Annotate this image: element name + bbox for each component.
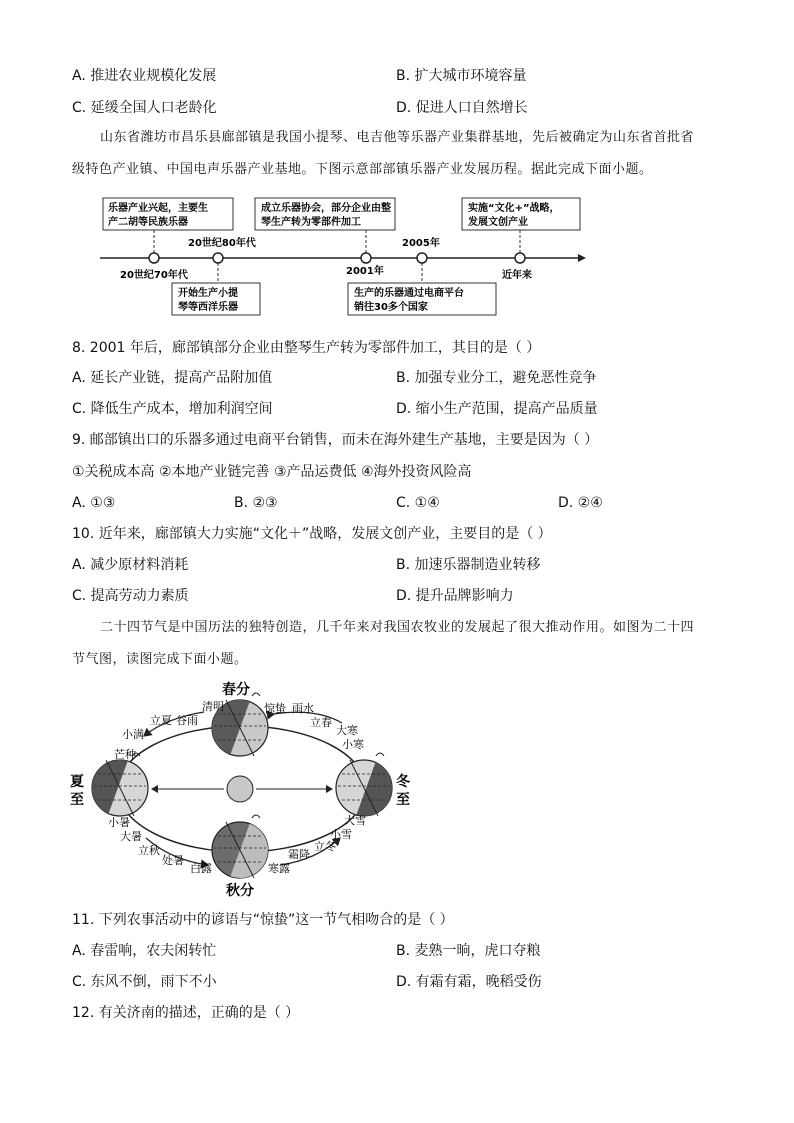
timeline-box-1-line-2: 产二胡等民族乐器 bbox=[108, 217, 188, 228]
question-11-option-d: D. 有霜有霜，晚稻受伤 bbox=[396, 974, 542, 990]
question-8-option-b: B. 加强专业分工，避免恶性竞争 bbox=[396, 370, 597, 386]
timeline-box-1-line-1: 乐器产业兴起，主要生 bbox=[108, 203, 208, 214]
rotation-arrow-autumn bbox=[252, 815, 260, 818]
term-daxue: 大雪 bbox=[344, 814, 366, 827]
term-liqiu: 立秋 bbox=[138, 844, 160, 857]
earth-autumn-equinox bbox=[212, 822, 276, 886]
term-shuangjiang: 霜降 bbox=[288, 848, 310, 861]
timeline-label-1980s: 20世纪80年代 bbox=[188, 238, 256, 249]
prev-option-d: D. 促进人口自然增长 bbox=[396, 100, 528, 116]
timeline-box-5-line-1: 生产的乐器通过电商平台 bbox=[354, 288, 464, 299]
term-chushu: 处暑 bbox=[162, 854, 184, 867]
question-10-stem: 10. 近年来，廊部镇大力实施“文化＋”战略，发展文创产业，主要目的是（ ） bbox=[72, 526, 552, 542]
timeline-node-1970s bbox=[149, 253, 159, 263]
timeline-box-4-line-1: 开始生产小提 bbox=[178, 288, 238, 299]
industry-timeline-figure bbox=[90, 190, 590, 320]
prev-option-b: B. 扩大城市环境容量 bbox=[396, 68, 527, 84]
term-dongzhi-2: 至 bbox=[396, 792, 410, 808]
question-10-option-d: D. 提升品牌影响力 bbox=[396, 588, 514, 604]
term-xiaoman: 小满 bbox=[122, 728, 144, 741]
prev-option-c: C. 延缓全国人口老龄化 bbox=[72, 100, 217, 116]
timeline-label-1970s: 20世纪70年代 bbox=[120, 270, 188, 281]
question-11-stem: 11. 下列农事活动中的谚语与“惊蛰”这一节气相吻合的是（ ） bbox=[72, 912, 454, 928]
question-9-stem: 9. 邮部镇出口的乐器多通过电商平台销售，而未在海外建生产基地，主要是因为（ ） bbox=[72, 432, 599, 448]
question-8-option-d: D. 缩小生产范围，提高产品质量 bbox=[396, 401, 598, 417]
timeline-label-2005: 2005年 bbox=[402, 238, 440, 249]
term-xiaoxue: 小雪 bbox=[330, 828, 352, 841]
question-9-option-b: B. ②③ bbox=[234, 495, 278, 511]
term-qingming: 清明 bbox=[202, 700, 224, 713]
question-9-option-d: D. ②④ bbox=[558, 495, 603, 511]
term-xiazhi-2: 至 bbox=[70, 792, 84, 808]
question-11-option-a: A. 春雷响，农夫闲转忙 bbox=[72, 943, 217, 959]
timeline-box-5-line-2: 销往30多个国家 bbox=[354, 302, 428, 313]
question-12-stem: 12. 有关济南的描述，正确的是（ ） bbox=[72, 1005, 300, 1021]
earth-summer-solstice bbox=[84, 752, 148, 816]
question-8-option-a: A. 延长产业链，提高产品附加值 bbox=[72, 370, 273, 386]
timeline-node-1980s bbox=[213, 253, 223, 263]
timeline-box-3-line-1: 实施“文化+”战略， bbox=[468, 203, 560, 214]
question-8-option-c: C. 降低生产成本，增加利润空间 bbox=[72, 401, 273, 417]
question-11-option-c: C. 东风不倒，雨下不小 bbox=[72, 974, 217, 990]
timeline-box-4-line-2: 琴等西洋乐器 bbox=[178, 302, 238, 313]
solar-terms-diagram bbox=[66, 678, 426, 900]
term-lixia: 立夏 bbox=[150, 714, 172, 727]
timeline-box-2-line-1: 成立乐器协会，部分企业由整 bbox=[261, 203, 391, 214]
term-dahan: 大寒 bbox=[336, 724, 358, 737]
term-chunfen: 春分 bbox=[222, 682, 250, 698]
sun bbox=[227, 776, 253, 802]
timeline-node-recent bbox=[515, 253, 525, 263]
prev-option-a: A. 推进农业规模化发展 bbox=[72, 68, 217, 84]
passage-2-line-2: 节气图，读图完成下面小题。 bbox=[72, 652, 248, 667]
term-bailu: 白露 bbox=[190, 862, 212, 875]
timeline-label-2001: 2001年 bbox=[346, 266, 384, 277]
rotation-arrow-spring bbox=[252, 693, 260, 696]
term-dongzhi-1: 冬 bbox=[396, 774, 410, 790]
term-xiazhi-1: 夏 bbox=[70, 774, 84, 790]
term-yushui: 雨水 bbox=[292, 702, 314, 715]
term-xiaohan: 小寒 bbox=[342, 738, 364, 751]
timeline-node-2001 bbox=[361, 253, 371, 263]
rotation-arrow-winter bbox=[376, 753, 384, 756]
term-mangzhong: 芒种 bbox=[114, 748, 136, 761]
passage-2-line-1: 二十四节气是中国历法的独特创造，几千年来对我国农牧业的发展起了很大推动作用。如图为二十四 bbox=[100, 620, 695, 635]
question-10-option-b: B. 加速乐器制造业转移 bbox=[396, 557, 541, 573]
term-qiufen: 秋分 bbox=[226, 883, 254, 899]
question-9-option-a: A. ①③ bbox=[72, 495, 116, 511]
timeline-box-2-line-2: 琴生产转为零部件加工 bbox=[261, 217, 361, 228]
question-10-option-c: C. 提高劳动力素质 bbox=[72, 588, 189, 604]
term-hanlu: 寒露 bbox=[268, 862, 290, 875]
term-lidong: 立冬 bbox=[314, 840, 336, 853]
timeline-box-3-line-2: 发展文创产业 bbox=[468, 217, 528, 228]
question-9-option-c: C. ①④ bbox=[396, 495, 440, 511]
term-jingzhe: 惊蛰 bbox=[264, 702, 286, 715]
term-dashu: 大暑 bbox=[120, 830, 142, 843]
passage-1-line-1: 山东省潍坊市昌乐县廊部镇是我国小提琴、电吉他等乐器产业集群基地，先后被确定为山东省首批省 bbox=[100, 130, 695, 145]
term-guyu: 谷雨 bbox=[176, 714, 198, 727]
timeline-arrow bbox=[578, 254, 586, 262]
question-8-stem: 8. 2001 年后，廊部镇部分企业由整琴生产转为零部件加工，其目的是（ ） bbox=[72, 340, 541, 356]
term-xiaoshu: 小暑 bbox=[108, 816, 130, 829]
question-10-option-a: A. 减少原材料消耗 bbox=[72, 557, 189, 573]
question-9-choices: ①关税成本高 ②本地产业链完善 ③产品运费低 ④海外投资风险高 bbox=[72, 464, 472, 480]
timeline-node-2005 bbox=[417, 253, 427, 263]
passage-1-line-2: 级特色产业镇、中国电声乐器产业基地。下图示意部部镇乐器产业发展历程。据此完成下面小题。 bbox=[72, 162, 653, 177]
timeline-label-recent: 近年来 bbox=[502, 270, 532, 281]
question-11-option-b: B. 麦熟一晌，虎口夺粮 bbox=[396, 943, 541, 959]
term-lichun: 立春 bbox=[310, 716, 332, 729]
